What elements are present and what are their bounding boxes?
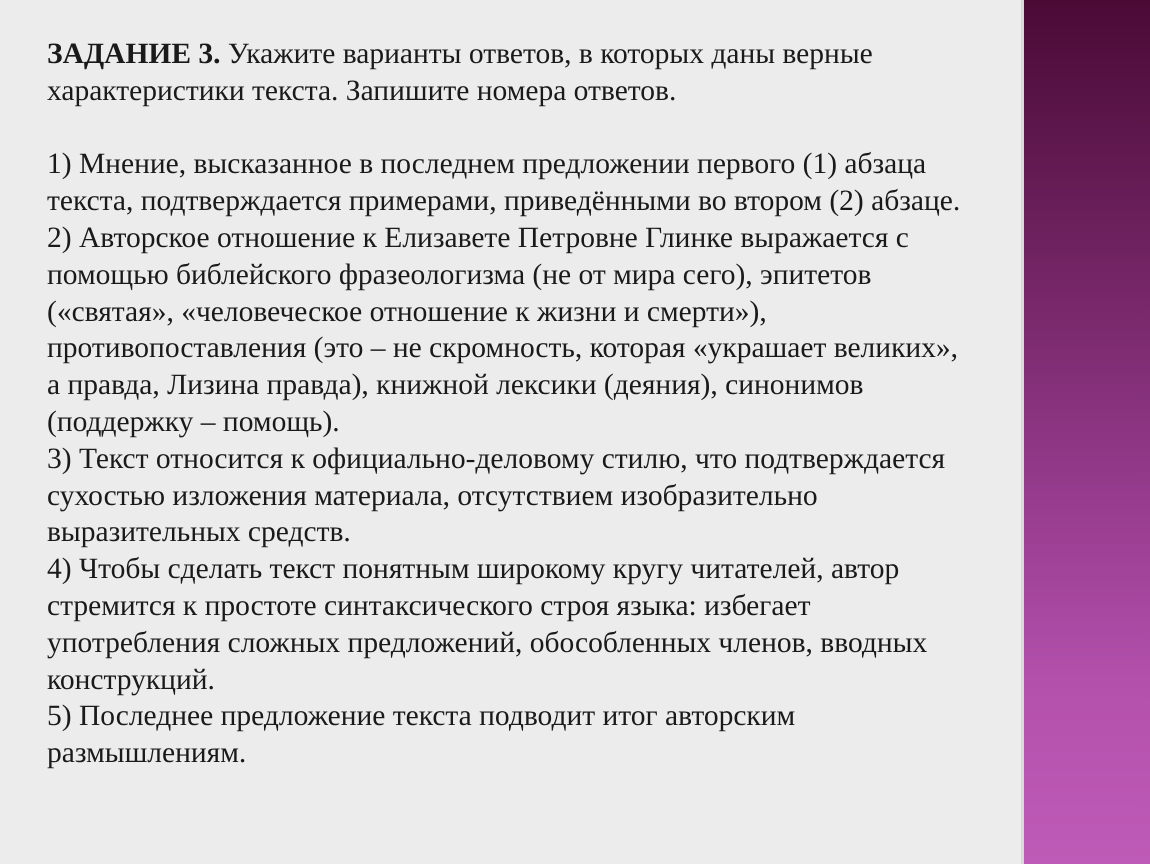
option-number: 4) [47,553,72,586]
option-text: Чтобы сделать текст понятным широкому кругу читателей, автор стремится к простоте синтаксического строя языка: избегает употребления сложных предложений, обособленных членов, вводных конструкций. [47,553,928,696]
answer-option-3 [47,441,977,551]
task-heading [47,36,977,110]
option-text: Авторское отношение к Елизавете Петровне Глинке выражается с помощью библейского фразеологизма (не от мира сего), эпитетов («святая», «человеческое отношение к жизни и смерти»), противопоставления (это – не скромность, которая «украшает великих», а правда, Лизина правда), книжной лексики (деяния), синонимов (поддержку – помощь). [47,221,959,438]
option-text: Текст относится к официально-деловому стилю, что подтверждается сухостью изложения материала, отсутствием изобразительно выразительных средств. [47,442,946,549]
slide-content [47,36,977,772]
answer-option-5 [47,698,977,772]
option-text: Мнение, высказанное в последнем предложении первого (1) абзаца текста, подтверждается примерами, приведёнными во втором (2) абзаце. [47,148,961,218]
spacer [47,110,977,147]
option-number: 1) [47,148,72,181]
answer-option-2 [47,220,977,441]
option-number: 3) [47,442,72,475]
task-instruction: Укажите варианты ответов, в которых даны верные характеристики текста. Запишите номера ответов. [47,38,873,107]
option-number: 5) [47,700,72,733]
answer-option-1 [47,146,977,220]
option-text: Последнее предложение текста подводит итог авторским размышлениям. [47,700,796,770]
task-label: ЗАДАНИЕ 3. [47,38,221,70]
answer-option-4 [47,551,977,698]
option-number: 2) [47,221,72,254]
decorative-purple-strip [1024,0,1150,864]
